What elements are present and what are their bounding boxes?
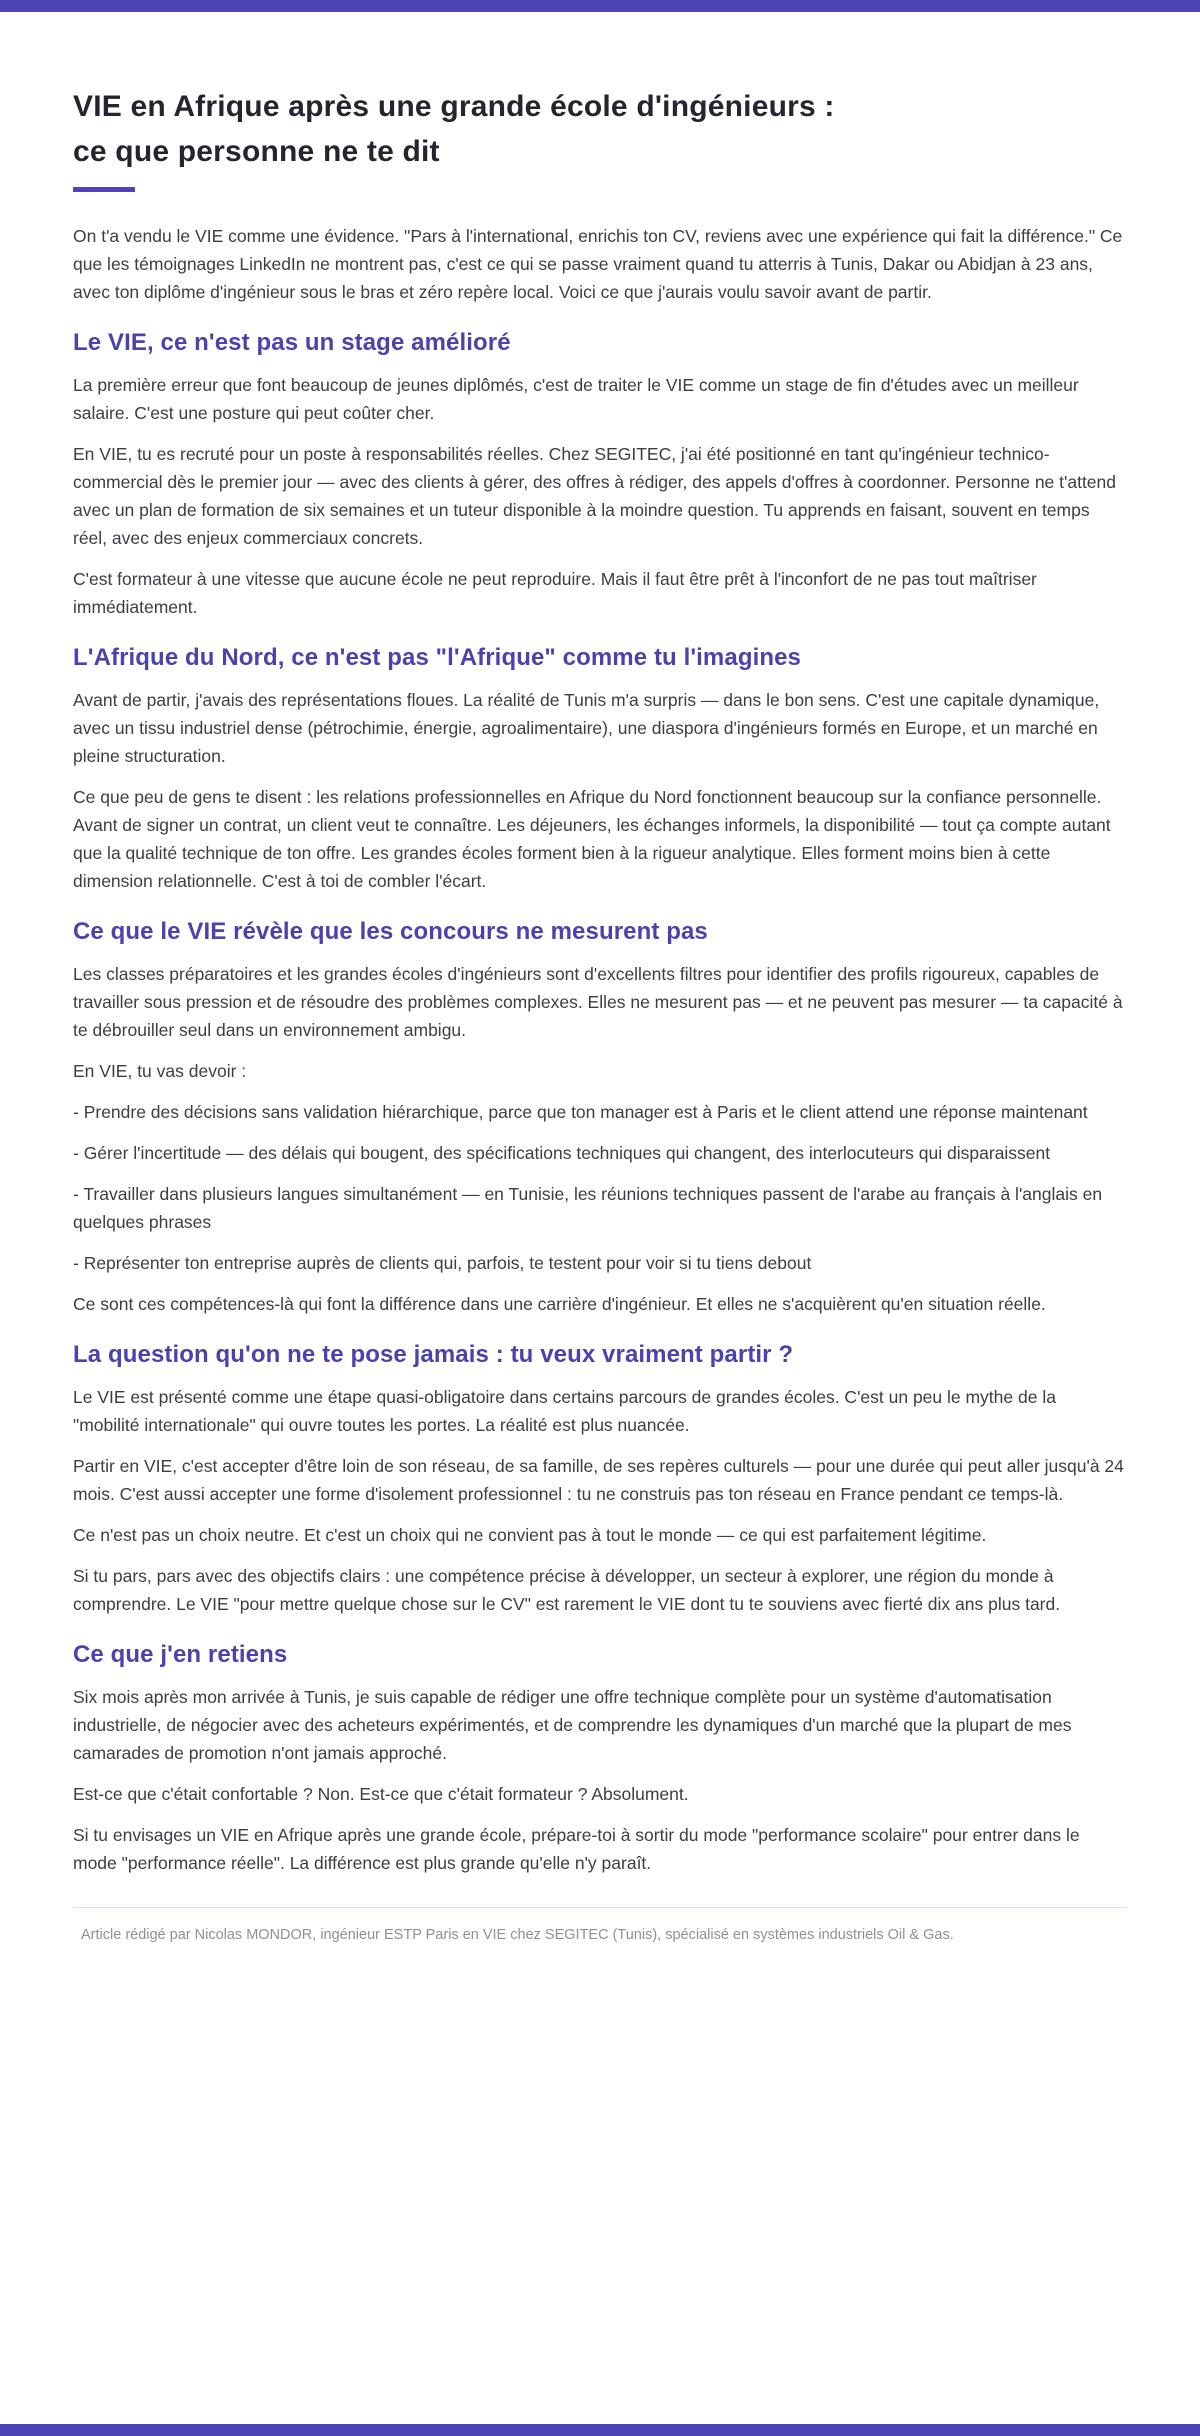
- section-heading: Le VIE, ce n'est pas un stage amélioré: [73, 329, 511, 356]
- article-paragraph: - Prendre des décisions sans validation hiérarchique, parce que ton manager est à Paris et le client attend une réponse maintenant: [73, 1102, 1088, 1122]
- article-paragraph: - Travailler dans plusieurs langues simultanément — en Tunisie, les réunions techniques passent de l'arabe au français à l'anglais en quelques phrases: [73, 1184, 1103, 1232]
- intro-paragraph: On t'a vendu le VIE comme une évidence. "Pars à l'international, enrichis ton CV, reviens avec une expérience qui fait la différence." Ce que les témoignages LinkedIn ne montrent pas, c'est ce qui se passe vraiment quand tu atterris à Tunis, Dakar ou Abidjan à 23 ans, avec ton diplôme d'ingénieur sous le bras et zéro repère local. Voici ce que j'aurais voulu savoir avant de partir.: [73, 226, 1123, 302]
- article-paragraph: Ce sont ces compétences-là qui font la différence dans une carrière d'ingénieur. Et elles ne s'acquièrent qu'en situation réelle.: [73, 1294, 1046, 1314]
- article-paragraph: Le VIE est présenté comme une étape quasi-obligatoire dans certains parcours de grandes écoles. C'est un peu le mythe de la "mobilité internationale" qui ouvre toutes les portes. La réalité est plus nuancée.: [73, 1387, 1056, 1435]
- article-paragraph: Ce n'est pas un choix neutre. Et c'est un choix qui ne convient pas à tout le monde — ce qui est parfaitement légitime.: [73, 1525, 987, 1545]
- article-paragraph: Ce que peu de gens te disent : les relations professionnelles en Afrique du Nord fonctionnent beaucoup sur la confiance personnelle. Avant de signer un contrat, un client veut te connaître. Les déjeuners, les échanges informels, la disponibilité — tout ça compte autant que la qualité technique de ton offre. Les grandes écoles forment bien à la rigueur analytique. Elles forment moins bien à cette dimension relationnelle. C'est à toi de combler l'écart.: [73, 787, 1111, 891]
- article-paragraph: La première erreur que font beaucoup de jeunes diplômés, c'est de traiter le VIE comme un stage de fin d'études avec un meilleur salaire. C'est une posture qui peut coûter cher.: [73, 375, 1079, 423]
- page-title: [73, 84, 1127, 174]
- article-paragraph: En VIE, tu vas devoir :: [73, 1061, 247, 1081]
- article-paragraph: Les classes préparatoires et les grandes écoles d'ingénieurs sont d'excellents filtres pour identifier des profils rigoureux, capables de travailler sous pression et de résoudre des problèmes complexes. Elles ne mesurent pas — et ne peuvent pas mesurer — ta capacité à te débrouiller seul dans un environnement ambigu.: [73, 964, 1123, 1040]
- author-byline: Article rédigé par Nicolas MONDOR, ingénieur ESTP Paris en VIE chez SEGITEC (Tunis), spécialisé en systèmes industriels Oil & Gas.: [81, 1927, 954, 1943]
- article-paragraph: Si tu pars, pars avec des objectifs clairs : une compétence précise à développer, un secteur à explorer, une région du monde à comprendre. Le VIE "pour mettre quelque chose sur le CV" est rarement le VIE dont tu te souviens avec fierté dix ans plus tard.: [73, 1566, 1061, 1614]
- article-paragraph: Avant de partir, j'avais des représentations floues. La réalité de Tunis m'a surpris — dans le bon sens. C'est une capitale dynamique, avec un tissu industriel dense (pétrochimie, énergie, agroalimentaire), une diaspora d'ingénieurs formés en Europe, et un marché en pleine structuration.: [73, 690, 1100, 766]
- section-heading: La question qu'on ne te pose jamais : tu veux vraiment partir ?: [73, 1341, 794, 1368]
- page-title-line-2: ce que personne ne te dit: [73, 135, 440, 168]
- article-paragraph: Partir en VIE, c'est accepter d'être loin de son réseau, de sa famille, de ses repères culturels — pour une durée qui peut aller jusqu'à 24 mois. C'est aussi accepter une forme d'isolement professionnel : tu ne construis pas ton réseau en France pendant ce temps-là.: [73, 1456, 1124, 1504]
- article-paragraph: En VIE, tu es recruté pour un poste à responsabilités réelles. Chez SEGITEC, j'ai été positionné en tant qu'ingénieur technico-commercial dès le premier jour — avec des clients à gérer, des offres à rédiger, des appels d'offres à coordonner. Personne ne t'attend avec un plan de formation de six semaines et un tuteur disponible à la moindre question. Tu apprends en faisant, souvent en temps réel, avec des enjeux commerciaux concrets.: [73, 444, 1117, 548]
- section-heading: Ce que j'en retiens: [73, 1641, 288, 1668]
- section-heading: L'Afrique du Nord, ce n'est pas "l'Afrique" comme tu l'imagines: [73, 644, 801, 671]
- article-container: [73, 0, 1127, 1946]
- bottom-accent-bar: [0, 2424, 1200, 2436]
- section-heading: Ce que le VIE révèle que les concours ne mesurent pas: [73, 918, 708, 945]
- article-paragraph: C'est formateur à une vitesse que aucune école ne peut reproduire. Mais il faut être prêt à l'inconfort de ne pas tout maîtriser immédiatement.: [73, 569, 1037, 617]
- article-paragraph: Si tu envisages un VIE en Afrique après une grande école, prépare-toi à sortir du mode "performance scolaire" pour entrer dans le mode "performance réelle". La différence est plus grande qu'elle n'y paraît.: [73, 1825, 1080, 1873]
- article-paragraph: - Représenter ton entreprise auprès de clients qui, parfois, te testent pour voir si tu tiens debout: [73, 1253, 812, 1273]
- page-title-line-1: VIE en Afrique après une grande école d'ingénieurs :: [73, 90, 835, 123]
- article-paragraph: Est-ce que c'était confortable ? Non. Est-ce que c'était formateur ? Absolument.: [73, 1784, 689, 1804]
- title-accent-bar: [73, 187, 135, 192]
- top-accent-bar: [0, 0, 1200, 12]
- footer-divider: [73, 1907, 1127, 1908]
- article-sections: [73, 328, 1127, 1877]
- article-paragraph: Six mois après mon arrivée à Tunis, je suis capable de rédiger une offre technique complète pour un système d'automatisation industrielle, de négocier avec des acheteurs expérimentés, et de comprendre les dynamiques d'un marché que la plupart de mes camarades de promotion n'ont jamais approché.: [73, 1687, 1072, 1763]
- article-paragraph: - Gérer l'incertitude — des délais qui bougent, des spécifications techniques qui changent, des interlocuteurs qui disparaissent: [73, 1143, 1051, 1163]
